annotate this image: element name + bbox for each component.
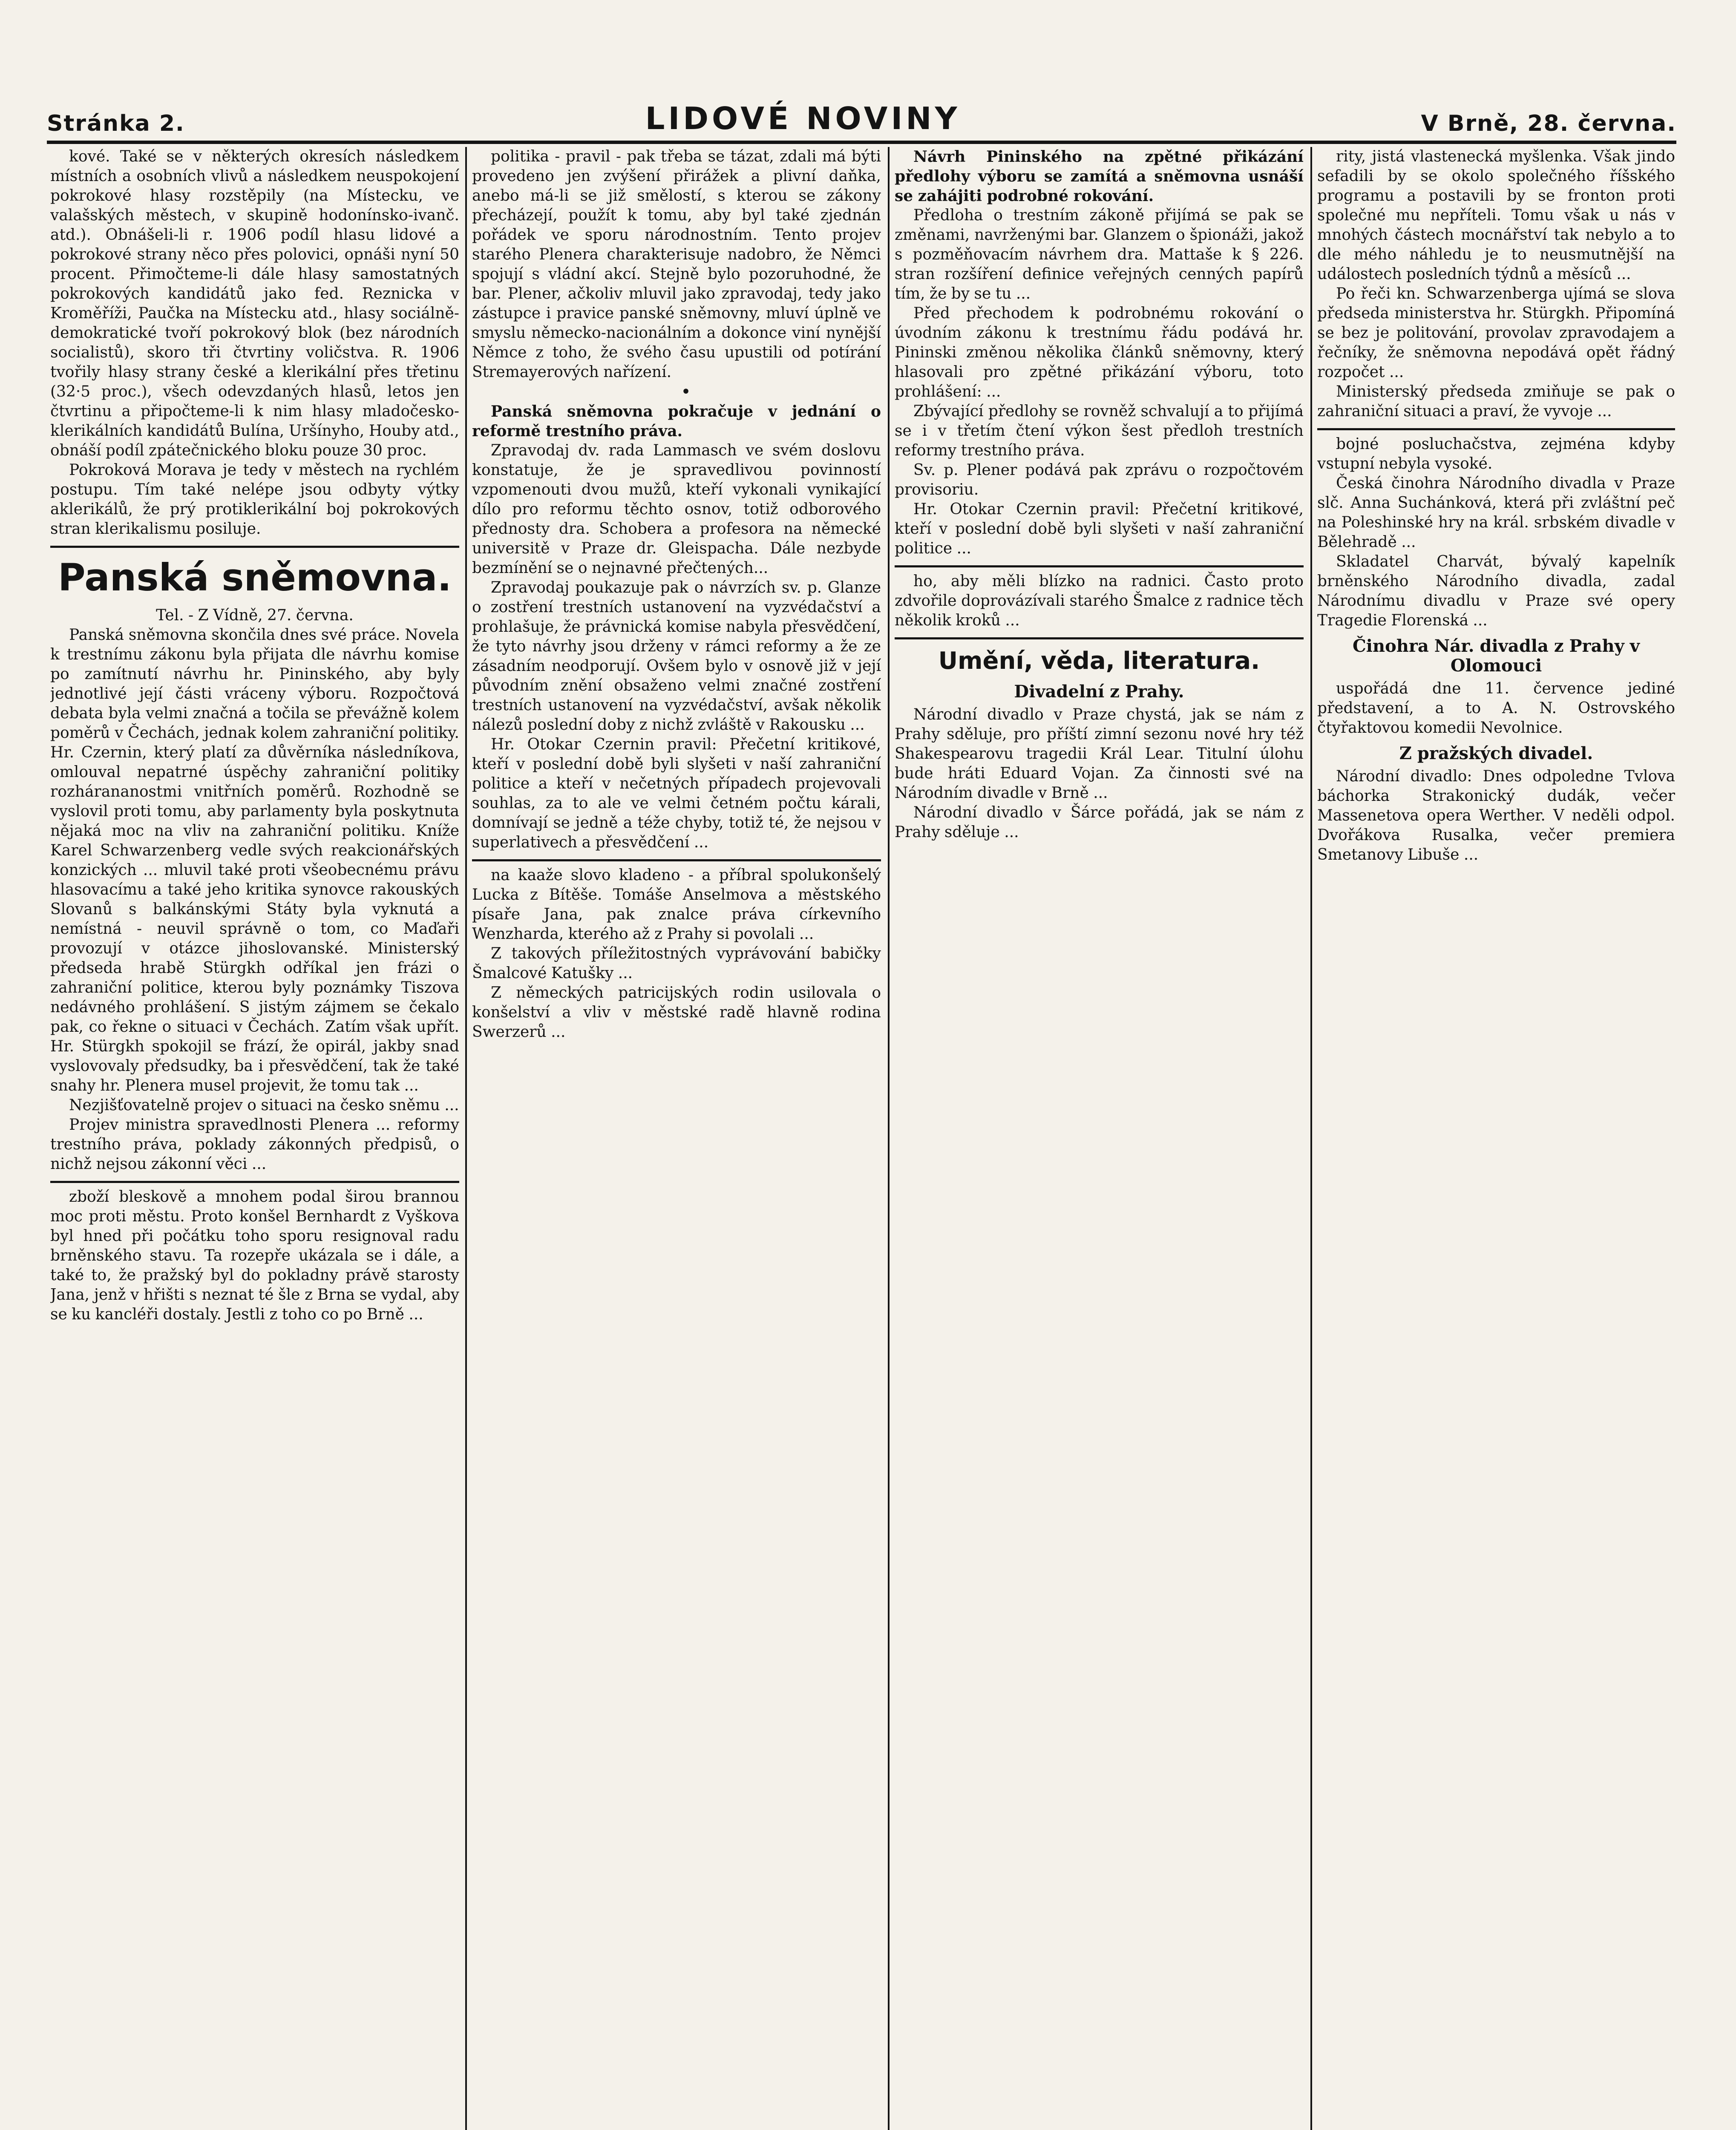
article-paragraph: Ministerský předseda zmiňuje se pak o zahraniční situaci a praví, že vyvoje ... [1317,383,1675,420]
divider [895,637,1304,639]
article-paragraph: Sv. p. Plener podává pak zprávu o rozpočtovém provisoriu. [895,461,1304,498]
subsection-heading: Z pražských divadel. [1399,743,1593,763]
article-paragraph: Před přechodem k podrobnému rokování o úvodním zákonu k trestnímu řádu podává hr. Pininski změnou několika článků sněmovny, který hlasovali pro zpětné přikázání výboru, toto prohlášení: ... [895,305,1304,400]
column-rule [1310,147,1312,2130]
article-paragraph: zboží bleskově a mnohem podal širou brannou moc proti městu. Proto konšel Bernhardt z Vyškova byl hned při počátku toho sporu resignoval radu brněnského stavu. Ta rozepře ukázala se i dále, a také to, že pražský byl do pokladny právě starosty Jana, jenž v hřišti s neznat té šle z Brna se vydal, aby se ku kancléři dostaly. Jestli z toho co po Brně ... [50,1188,459,1323]
article-paragraph: Nezjišťovatelně projev o situaci na česko sněmu ... [69,1097,459,1114]
divider [50,1181,459,1183]
article-paragraph: rity, jistá vlastenecká myšlenka. Však jindo sefadili by se okolo společného říšského programu a postavili by se fronton proti společné mu nepříteli. Tomu však u nás v mnohých částech mocnářství tak nebylo a to dle mého náhledu je to neusmutnější na událostech posledních týdnů a měsíců ... [1317,148,1675,283]
article-paragraph: uspořádá dne 11. července jediné představení, a to A. N. Ostrovského čtyřaktovou komedii Nevolnice. [1317,680,1675,737]
article-paragraph: Z takových příležitostných vyprávování babičky Šmalcové Katušky ... [472,945,881,982]
column-4 [1317,147,1675,2130]
page-header [47,102,1676,136]
article-paragraph: ho, aby měli blízko na radnici. Často proto zdvořile doprovázívali starého Šmalce z radnice těch několik kroků ... [895,573,1304,629]
article-paragraph: na kaaže slovo kladeno - a příbral spolukonšelý Lucka z Bítěše. Tomáše Anselmova a městského písaře Jana, pak znalce práva církevního Wenzharda, kterého až z Prahy si povolali ... [472,866,881,943]
column-3 [895,147,1304,2130]
article-paragraph: Národní divadlo v Šárce pořádá, jak se nám z Prahy sděluje ... [895,804,1304,841]
article-paragraph: kové. Také se v některých okresích následkem místních a osobních vlivů a následkem neuspokojení pokrokové hlasy rozstěpily (na Místecku, ve valašských městech, v skupině hodonínsko-ivanč. atd.). Obnášeli-li r. 1906 podíl hlasu lidové a pokrokové strany něco přes polovici, opnáši nyní 50 procent. Přimočteme-li dále hlasy samostatných pokrokových kandidátů jako fed. Reznicka v Kroměříži, Paučka na Místecku atd., hlasy sociálně-demokratické tvoří pokrokový blok (bez národních socialistů), skoro tři čtvrtiny voličstva. R. 1906 tvořily hlasy strany české a klerikální přes třetinu (32·5 proc.), všech odevzdaných hlasů, letos jen čtvrtinu a připočteme-li k nim hlasy mladočesko-klerikálních kandidátů Bulína, Uršínyho, Houby atd., obnáší podíl zpátečnického bloku pouze 30 proc. [50,148,459,459]
article-paragraph: Skladatel Charvát, bývalý kapelník brněnského Národního divadla, zadal Národnímu divadlu v Praze své opery Tragedie Florenská ... [1317,553,1675,629]
article-paragraph: Zbývající předlohy se rovněž schvalují a to přijímá se i v třetím čtení výkon šest předloh trestních reformy trestního práva. [895,403,1304,459]
article-paragraph: Česká činohra Národního divadla v Praze slč. Anna Suchánková, která při zvláštní peč na Poleshinské hry na král. srbském divadle v Bělehradě ... [1317,475,1675,551]
article-paragraph: Pokroková Morava je tedy v městech na rychlém postupu. Tím také nelépe jsou odbyty výtky aklerikálů, že prý protiklerikální boj pokrokových stran klerikalismu posiluje. [50,461,459,538]
issue-date: V Brně, 28. června. [1421,111,1676,136]
subsection-heading: Divadelní z Prahy. [1014,682,1184,702]
header-rule [47,141,1676,144]
column-2 [472,147,881,2130]
article-lead: Návrh Pininského na zpětné přikázání předlohy výboru se zamítá a sněmovna usnáší se zahájiti podrobné rokování. [895,148,1304,205]
divider [895,565,1304,567]
section-heading: Umění, věda, literatura. [938,647,1260,675]
article-lead: Panská sněmovna pokračuje v jednání o reformě trestního práva. [472,403,881,440]
column-1 [50,147,459,2130]
article-paragraph: politika - pravil - pak třeba se tázat, zdali má býti provedeno jen zvýšení přirážek a plivní daňka, anebo má-li se již smělostí, s kterou se zákony přecházejí, použít k tomu, aby byl také zjednán pořádek ve sporu národnostním. Tento projev starého Plenera charakterisuje nadobro, že Němci spojují s vládní akcí. Stejně bylo pozoruhodné, že bar. Plener, ačkoliv mluvil jako zpravodaj, tedy jako zástupce i pravice panské sněmovny, mluví úplně ve smyslu německo-nacionálním a dokonce viní nynější Němce z toho, že svého času upustili od potírání Stremayerových nařízení. [472,148,881,381]
article-paragraph: Národní divadlo: Dnes odpoledne Tvlova báchorka Strakonický dudák, večer Massenetova opera Werther. V neděli odpol. Dvořákova Rusalka, večer premiera Smetanovy Libuše ... [1317,768,1675,864]
dateline: Tel. - Z Vídně, 27. června. [156,607,354,624]
article-paragraph: Z německých patricijských rodin usilovala o konšelství a vliv v městské radě hlavně rodina Swerzerů ... [472,984,881,1041]
divider [1317,428,1675,430]
article-paragraph: Hr. Otokar Czernin pravil: Přečetní kritikové, kteří v poslední době byli slyšeti v naší zahraniční politice a kteří v nečetných případech projevovali souhlas, za to ale ve velmi četném počtu kárali, domnívají se jedně a téže chyby, totiž té, že nejsou v superlativech a přesvědčení ... [472,736,881,851]
article-paragraph: Zpravodaj poukazuje pak o návrzích sv. p. Glanze o zostření trestních ustanovení na vyzvédačství a prohlašuje, že právnická komise nabyla přesvědčení, že tyto návrhy jsou drženy v rámci reformy a že ze zásadním neodporují. Ovšem bylo v osnově již v její původním znění obsaženo velmi značné zostření trestních ustanovení na vyzvédačství, avšak několik nálezů poslední doby z nichž zvláště v Rakousku ... [472,579,881,734]
divider-dot: • [681,382,691,402]
article-paragraph: Po řeči kn. Schwarzenberga ujímá se slova předseda ministerstva hr. Stürgkh. Připomíná se bez je politování, provolav zpravodajem a řečníky, že sněmovna nepodává opět řádný rozpočet ... [1317,285,1675,381]
article-paragraph: Zpravodaj dv. rada Lammasch ve svém doslovu konstatuje, že je spravedlivou povinností vzpomenouti dvou mužů, kteří vykonali vynikající dílo pro reformu těchto osnov, totiž odborového přednosty dra. Schobera a profesora na německé universitě v Praze dr. Gleispacha. Dále nezbyde bezmínění se o nejnavné přečtených... [472,442,881,577]
article-paragraph: bojné posluchačstva, zejména kdyby vstupní nebyla vysoké. [1317,435,1675,472]
article-paragraph: Panská sněmovna skončila dnes své práce. Novela k trestnímu zákonu byla přijata dle návrhu komise po zamítnutí návrhu hr. Pininského, aby byly jednotlivé její části vráceny výboru. Rozpočtová debata byla velmi značná a točila se převážně kolem poměrů v Čechách, jednak kolem zahraniční politiky. Hr. Czernin, který platí za důvěrníka následníkova, omlouval nepatrné úspěchy zahraniční politiky rozhárananostmi vnitřních poměrů. Rozhodně se vyslovil proti tomu, aby parlamenty byla poskytnuta nějaká moc na vliv na zahraniční politiku. Kníže Karel Schwarzenberg vedle svých reakcionářských konzických ... mluvil také proti všeobecnému právu hlasovacímu a také jeho kritika synovce rakouských Slovanů s balkánskými Státy byla vyknutá a nemístná - neuvil správně o tom, co Maďaři provozují v otázce jihoslovanské. Ministerský předseda hrabě Stürgkh odříkal jen frázi o zahraniční politice, kterou byly poznámky Tiszova nedávného prohlášení. S jistým zájmem se čekalo pak, co řekne o situaci v Čechách. Zatím však upřít. Hr. Stürgkh spokojil se frází, že opirál, jakby snad vyslovovaly předsudky, ba i přesvědčení, tak že také snahy hr. Plenera musel projevit, že tomu tak ... [50,626,459,1094]
article-heading: Panská sněmovna. [58,556,452,599]
divider [472,859,881,861]
divider [50,546,459,548]
subsection-heading: Činohra Nár. divadla z Prahy v Olomouci [1352,636,1640,676]
masthead: LIDOVÉ NOVINY [645,101,961,136]
article-paragraph: Národní divadlo v Praze chystá, jak se nám z Prahy sděluje, pro příští zimní sezonu nové hry též Shakespearovu tragedii Král Lear. Titulní úlohu bude hráti Eduard Vojan. Za činnosti své na Národním divadle v Brně ... [895,706,1304,802]
article-paragraph: Předloha o trestním zákoně přijímá se pak se změnami, navrženými bar. Glanzem o špionáži, jakož s pozměňovacím návrhem dra. Mattaše k § 226. stran rozšíření definice veřejných cenných papírů tím, že by se tu ... [895,207,1304,302]
article-paragraph: Projev ministra spravedlnosti Plenera ... reformy trestního práva, poklady zákonných předpisů, o nichž nejsou zákonní věci ... [50,1116,459,1173]
column-rule [465,147,467,2130]
column-rule [888,147,890,2130]
article-paragraph: Hr. Otokar Czernin pravil: Přečetní kritikové, kteří v poslední době byli slyšeti v naší zahraniční politice ... [895,501,1304,557]
page-number: Stránka 2. [47,111,185,136]
